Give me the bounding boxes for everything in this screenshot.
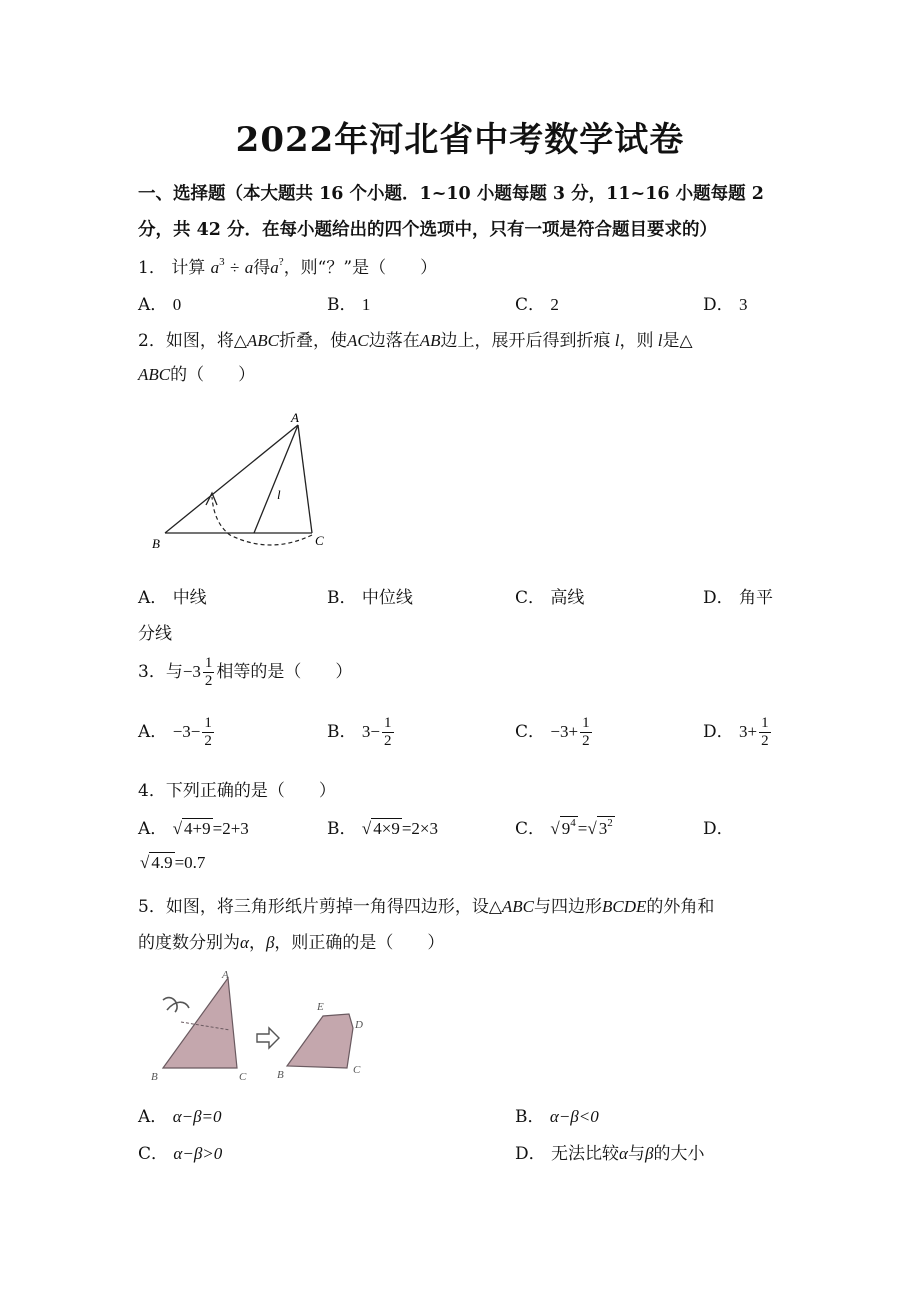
q3-option-a[interactable]: A． −3− $\frac{1}{2}$ [138,715,212,749]
q5-option-d[interactable]: D． 无法比较α与β的大小 [515,1144,705,1164]
label-b2: B [277,1069,284,1081]
label-c: C [239,1071,247,1083]
side-ab [165,425,298,533]
section-header-line1: 一、选择题（本大题共 16 个小题．1~10 小题每题 3 分，11~16 小题每题 2 [138,184,764,204]
q1-option-c[interactable]: C． 2 [515,295,559,315]
q4-option-d[interactable]: D． [703,819,734,839]
q2-option-a[interactable]: A． 中线 [138,588,207,608]
arrow-right-icon [257,1028,279,1048]
math-exp: 3 [219,256,225,268]
question-5-stem-line2: 的度数分别为α，β，则正确的是（ ） [138,933,445,953]
triangle-fold-figure [140,405,340,555]
q2-option-d-wrap: 分线 [138,624,172,644]
stem-text: ，则“？”是（ ） [283,258,438,278]
question-4-stem: 4．下列正确的是（ ） [138,781,336,801]
question-1-stem [138,253,437,278]
q4-option-c[interactable]: C． √ $9^4$ =√ $3^2$ [515,817,613,839]
label-a: A [291,410,299,425]
q5-option-c[interactable]: C． α−β>0 [138,1144,223,1164]
crease-line [254,425,298,533]
stem-text: 得 [253,258,271,278]
label-b: B [152,536,160,551]
cut-triangle-figure [145,970,375,1085]
q4-option-d-expr: √ 4.9 =0.7 [140,853,206,872]
q2-option-d[interactable]: D． 角平 [703,588,774,608]
math-var: a [210,258,220,277]
q5-option-a[interactable]: A． α−β=0 [138,1107,222,1127]
page-title: 2022年河北省中考数学试卷 [235,120,685,160]
question-number: 1． [138,258,166,278]
fraction: $\frac{1}{2}$ [204,655,213,689]
triangle-abc [163,978,237,1068]
label-c: C [315,533,324,548]
q4-option-b[interactable]: B． √ 4×9 =2×3 [327,819,439,839]
question-3-stem: 3．与−3 $\frac{1}{2}$ 相等的是（ ） [138,655,353,689]
label-e: E [317,1001,324,1013]
label-b: B [151,1071,158,1083]
q3-option-b[interactable]: B． 3− $\frac{1}{2}$ [327,715,392,749]
q1-option-d[interactable]: D． 3 [703,295,748,315]
math-exp: ? [278,256,284,268]
math-var: a [244,258,254,277]
q3-option-c[interactable]: C． −3+ $\frac{1}{2}$ [515,715,590,749]
side-ac [298,425,312,533]
quadrilateral-bcde [287,1014,353,1068]
math-op: ÷ [230,258,240,277]
question-2-stem-line2: ABC的（ ） [138,365,256,385]
q5-option-b[interactable]: B． α−β<0 [515,1107,599,1127]
q1-option-b[interactable]: B． 1 [327,295,371,315]
q3-option-d[interactable]: D． 3+ $\frac{1}{2}$ [703,715,769,749]
section-header-line2: 分，共 42 分．在每小题给出的四个选项中，只有一项是符合题目要求的） [138,220,718,240]
question-5-stem: 5．如图，将三角形纸片剪掉一角得四边形，设△ABC与四边形BCDE的外角和 [138,897,715,917]
q4-option-a[interactable]: A． √ 4+9 =2+3 [138,819,249,839]
label-c2: C [353,1064,361,1076]
stem-text: 计算 [171,258,206,278]
fold-arc [212,497,312,545]
math-var: a [270,258,279,277]
q2-option-b[interactable]: B． 中位线 [327,588,413,608]
label-l: l [277,487,281,502]
label-d: D [355,1019,363,1031]
question-2-stem: 2．如图，将△ABC折叠，使AC边落在AB边上，展开后得到折痕 l，则 l是△ [138,331,693,351]
label-a: A [222,970,229,981]
scissors-icon [163,998,189,1012]
q1-option-a[interactable]: A． 0 [138,295,182,315]
q2-option-c[interactable]: C． 高线 [515,588,585,608]
